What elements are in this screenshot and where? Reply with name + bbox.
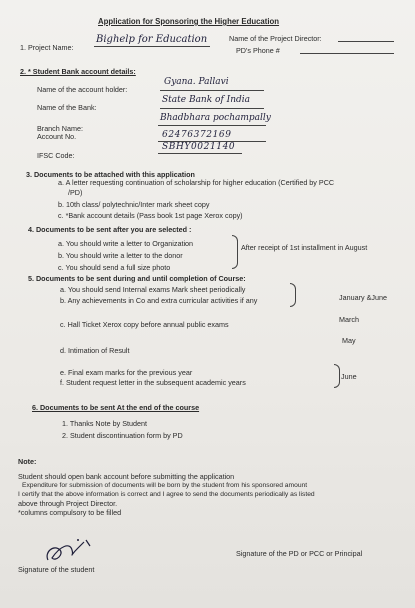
sel-c: c. You should send a full size photo <box>58 263 171 272</box>
sel-a: a. You should write a letter to Organization <box>58 239 194 248</box>
end-2: 2. Student discontinuation form by PD <box>62 431 183 440</box>
run-f: f. Student request letter in the subsequent academic years <box>60 378 246 387</box>
holder-value: Gyana. Pallavi <box>164 77 229 87</box>
branch-label: Branch Name: <box>37 124 83 133</box>
account-label: Account No. <box>37 132 77 141</box>
pd-phone-label: PD's Phone # <box>236 46 280 55</box>
sel-note: After receipt of 1st installment in August <box>241 243 368 252</box>
section4-heading: 4. Documents to be sent after you are selected : <box>28 225 192 234</box>
note-label: Note: <box>18 457 37 466</box>
bank-label: Name of the Bank: <box>37 103 97 112</box>
director-label: Name of the Project Director: <box>229 34 322 43</box>
pd-signature-label: Signature of the PD or PCC or Principal <box>236 549 363 558</box>
bank-value: State Bank of India <box>162 95 251 105</box>
note-line-3: I certify that the above information is correct and I agree to send the documents periodically as listed <box>18 491 315 498</box>
section3-heading: 3. Documents to be attached with this application <box>26 170 195 179</box>
sel-b: b. You should write a letter to the donor <box>58 251 183 260</box>
run-ab-note: January &June <box>339 293 387 302</box>
brace-5ef <box>334 364 340 388</box>
ifsc-label: IFSC Code: <box>37 151 75 160</box>
form-title: Application for Sponsoring the Higher Education <box>98 17 280 26</box>
end-1: 1. Thanks Note by Student <box>62 419 147 428</box>
doc-b: b. 10th class/ polytechnic/Inter mark sheet copy <box>58 200 210 209</box>
bank-details-heading: 2. * Student Bank account details: <box>20 67 136 76</box>
note-line-1: Student should open bank account before submitting the application <box>18 472 235 481</box>
run-ef-note: June <box>341 372 357 381</box>
run-c-note: March <box>339 315 359 324</box>
note-line-4: above through Project Director. <box>18 499 118 508</box>
run-a: a. You should send Internal exams Mark sheet periodically <box>60 285 246 294</box>
doc-c: c. *Bank account details (Pass book 1st page Xerox copy) <box>58 211 243 220</box>
ifsc-value: SBHY0021140 <box>162 142 236 152</box>
project-name-value: Bighelp for Education <box>96 34 208 45</box>
run-d: d. Intimation of Result <box>60 346 130 355</box>
section5-heading: 5. Documents to be sent during and until completion of Course: <box>28 274 246 283</box>
branch-value: Bhadbhara pochampally <box>160 113 271 123</box>
brace-5 <box>290 283 296 307</box>
holder-label: Name of the account holder: <box>37 85 128 94</box>
run-e: e. Final exam marks for the previous year <box>60 368 193 377</box>
project-name-label: 1. Project Name: <box>20 43 74 52</box>
brace-4 <box>232 235 238 269</box>
account-value: 62476372169 <box>162 130 232 140</box>
doc-a: a. A letter requesting continuation of scholarship for higher education (Certified by PCC <box>58 178 335 187</box>
doc-a-cont: /PD) <box>68 188 83 197</box>
note-line-2: Expenditure for submission of documents will be born by the student from his sponsored amount <box>22 482 308 489</box>
run-c: c. Hall Ticket Xerox copy before annual public exams <box>60 320 229 329</box>
run-d-note: May <box>342 336 356 345</box>
section6-heading: 6. Documents to be sent At the end of the course <box>32 403 200 412</box>
student-signature-label: Signature of the student <box>18 565 95 574</box>
run-b: b. Any achievements in Co and extra curricular activities if any <box>60 296 258 305</box>
note-line-5: *columns compulsory to be filled <box>18 508 122 517</box>
student-signature <box>40 536 110 568</box>
